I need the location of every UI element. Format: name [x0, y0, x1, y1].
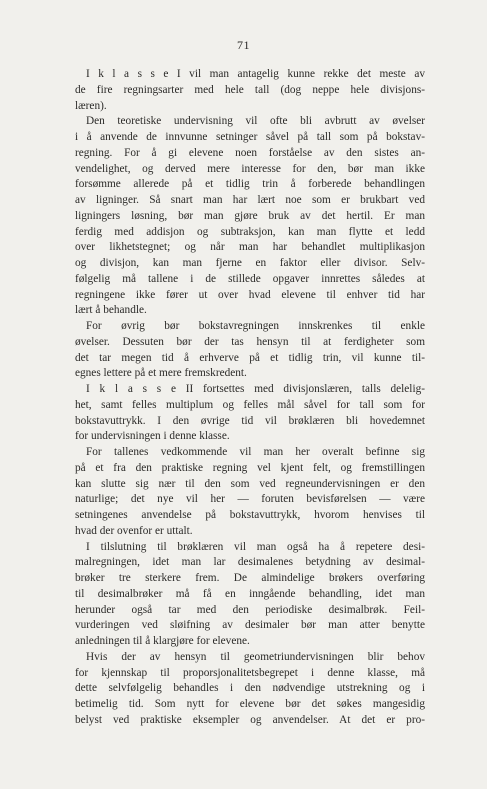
text-line: forsømme allerede på et tidlig trin å forberede behandlingen — [75, 178, 425, 191]
text-line: malregningen, idet man lar desimalenes betydning av desimal- — [75, 556, 425, 569]
text-line: belyst ved praktiske eksempler og anvendelser. At det er pro- — [75, 713, 425, 726]
text-line: vendelighet, og derved mere interesse for den, bør man ikke — [75, 162, 425, 175]
text-line: Hvis der av hensyn til geometriundervisningen blir behov — [86, 650, 425, 663]
text-line: I k l a s s e II fortsettes med divisjonslæren, talls delelig- — [86, 383, 425, 395]
text-line: brøker tre sterkere frem. De almindelige brøkers overføring — [75, 572, 425, 584]
text-line: Den teoretiske undervisning vil ofte bli avbrutt av øvelser — [86, 115, 425, 128]
text-line: lært å behandle. — [75, 304, 147, 317]
text-line: setningenes anvendelse på bokstavuttrykk, hvorom henvises til — [75, 509, 425, 521]
text-line: regningene ikke fører ut over hvad elevene til enhver tid har — [75, 288, 425, 301]
text-line: herunder også tar med den periodiske desimalbrøk. Feil- — [75, 603, 425, 616]
text-line: for kjennskap til proporsjonalitetsbegrepet i denne klasse, må — [75, 666, 425, 679]
text-line: betimelig tid. Som nytt for elevene bør det søkes mangesidig — [75, 698, 425, 710]
text-line: bokstavuttrykk. I den øvrige tid vil brøklæren bli hovedemnet — [75, 414, 425, 427]
text-line: i å anvende de innvunne setninger såvel på tall som på bokstav- — [75, 131, 425, 143]
text-line: ligningers løsning, bør man gjøre bruk av det hertil. Er man — [75, 209, 425, 222]
text-line: følgelig må tallene i de stillede opgaver innrettes således at — [75, 272, 425, 285]
text-line: egnes lettere på et mere fremskredent. — [75, 367, 247, 380]
text-line: hvad der ovenfor er uttalt. — [75, 524, 193, 537]
text-line: læren). — [75, 99, 107, 112]
text-line: naturlige; det nye vil her — foruten bevisførelsen — være — [75, 493, 425, 506]
text-line: de fire regningsarter med hele tall (dog neppe hele divisjons- — [75, 83, 425, 96]
text-line: over likhetstegnet; og når man har behandlet multiplikasjon — [75, 241, 425, 254]
text-line: For tallenes vedkommende vil man her overalt befinne sig — [86, 446, 425, 458]
text-line: I tilslutning til brøklæren vil man også ha å repetere desi- — [86, 540, 425, 553]
text-line: vurderingen ved sløifning av desimaler bør man atter benytte — [75, 619, 425, 632]
text-line: I k l a s s e I vil man antagelig kunne rekke det meste av — [86, 68, 425, 80]
text-line: øvelser. Dessuten bør der tas hensyn til at ferdigheter som — [75, 335, 425, 348]
page-number: 71 — [237, 38, 250, 52]
text-line: av ligninger. Så snart man har lært noe som er brukbart ved — [75, 194, 425, 206]
text-line: på et fra den praktiske regning vel kjent felt, og fremstillingen — [75, 461, 425, 474]
text-line: For øvrig bør bokstavregningen innskrenkes til enkle — [86, 320, 425, 332]
text-line: for undervisningen i denne klasse. — [75, 430, 230, 443]
text-line: til desimalbrøker må få en inngående behandling, idet man — [75, 587, 425, 600]
text-line: het, samt felles multiplum og felles mål såvel for tall som for — [75, 398, 425, 411]
text-line: det tar megen tid å erhverve på et tidlig trin, vil kunne til- — [75, 351, 425, 364]
text-line: dette selvfølgelig behandles i den nødvendige utstrekning og i — [75, 682, 425, 695]
text-line: regning. For å gi elevene noen forståelse av den sistes an- — [75, 146, 425, 159]
text-line: kan slutte sig nær til den som ved regneundervisningen er den — [75, 477, 425, 490]
text-line: og divisjon, kan man fjerne en faktor eller divisor. Selv- — [75, 257, 425, 269]
text-line: ferdig med addisjon og subtraksjon, kan man flytte et ledd — [75, 225, 425, 238]
text-line: anledningen til å klargjøre for elevene. — [75, 635, 250, 647]
body-text — [75, 67, 425, 729]
